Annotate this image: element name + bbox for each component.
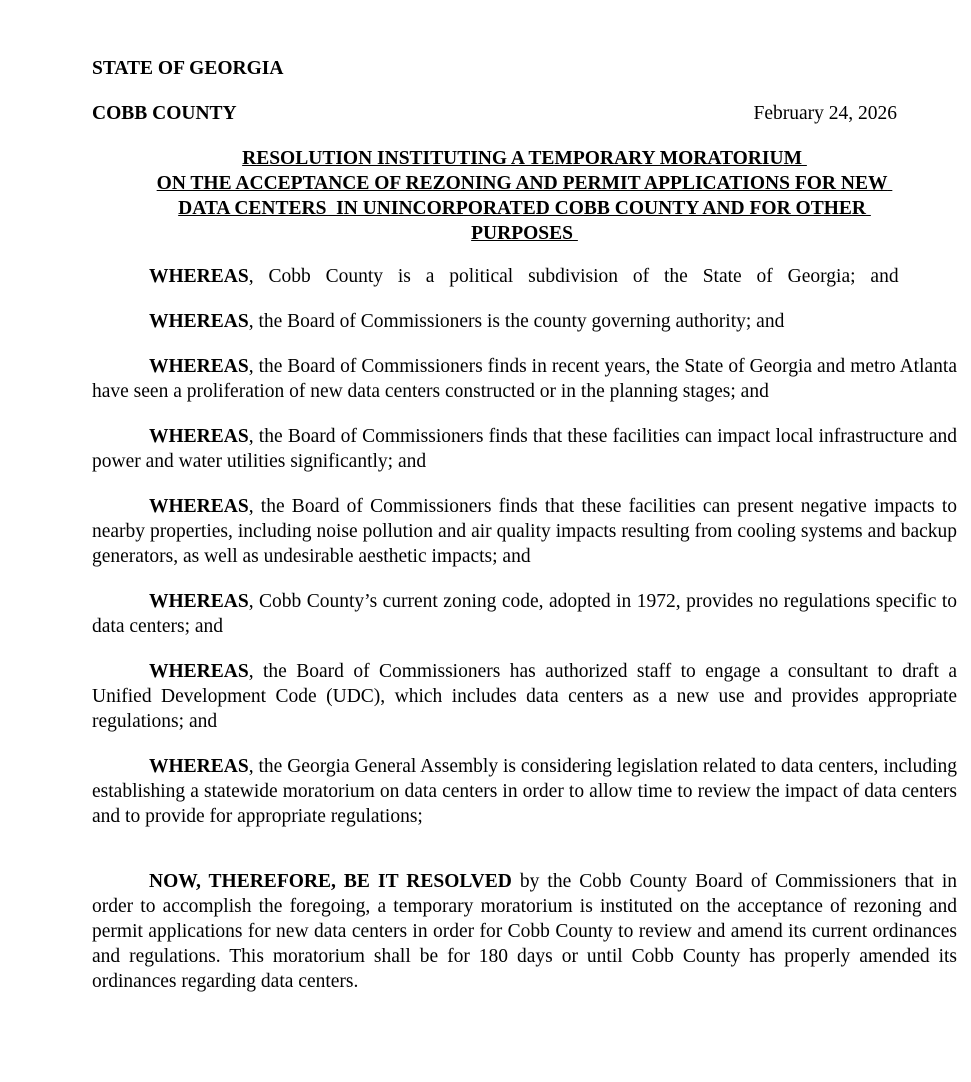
- whereas-paragraph-5: [92, 494, 957, 569]
- whereas-keyword: WHEREAS: [149, 756, 249, 777]
- title-line-1-text: RESOLUTION INSTITUTING A TEMPORARY MORATORIUM: [242, 148, 802, 169]
- state-heading: STATE OF GEORGIA: [92, 58, 284, 79]
- whereas-paragraph-1: [92, 264, 957, 289]
- document-date: February 24, 2026: [753, 103, 897, 124]
- paragraph-text: , the Board of Commissioners has authorized staff to engage a consultant to draft a Unified Development Code (UDC), which includes data centers as a new use and provides appropriate regulations; and: [92, 661, 957, 732]
- title-line-3-text: DATA CENTERS IN UNINCORPORATED COBB COUNTY AND FOR OTHER: [178, 198, 866, 219]
- whereas-keyword: WHEREAS: [149, 426, 249, 447]
- paragraph-text: , the Georgia General Assembly is considering legislation related to data centers, including establishing a statewide moratorium on data centers in order to allow time to review the impact of data centers and to provide for appropriate regulations;: [92, 756, 957, 827]
- paragraph-text: , the Board of Commissioners is the county governing authority; and: [248, 311, 785, 332]
- whereas-keyword: WHEREAS: [149, 356, 249, 377]
- paragraph-text: by the Cobb County Board of Commissioners that in order to accomplish the foregoing, a temporary moratorium is instituted on the acceptance of rezoning and permit applications for new data centers in order for Cobb County to review and amend its current ordinances and regulations. This moratorium shall be for 180 days or until Cobb County has properly amended its ordinances regarding data centers.: [92, 871, 958, 992]
- paragraph-text: , the Board of Commissioners finds that these facilities can present negative impacts to nearby properties, including noise pollution and air quality impacts resulting from cooling systems and backup generators, as well as undesirable aesthetic impacts; and: [92, 496, 957, 567]
- paragraph-text: , Cobb County’s current zoning code, adopted in 1972, provides no regulations specific to data centers; and: [92, 591, 957, 637]
- resolution-title: [92, 146, 957, 246]
- whereas-paragraph-4: [92, 424, 957, 474]
- title-line-2: [92, 171, 957, 196]
- whereas-paragraph-7: [92, 659, 957, 734]
- whereas-keyword: WHEREAS: [149, 591, 249, 612]
- whereas-paragraph-6: [92, 589, 957, 639]
- resolved-keyword: NOW, THEREFORE, BE IT RESOLVED: [149, 871, 512, 892]
- whereas-keyword: WHEREAS: [149, 496, 249, 517]
- title-line-4-text: PURPOSES: [471, 223, 573, 244]
- title-line-1: [92, 146, 957, 171]
- resolution-clause: [92, 869, 957, 994]
- county-heading: COBB COUNTY: [92, 103, 237, 124]
- whereas-paragraph-2: [92, 309, 957, 334]
- paragraph-text: , the Board of Commissioners finds in recent years, the State of Georgia and metro Atlanta have seen a proliferation of new data centers constructed or in the planning stages; and: [92, 356, 957, 402]
- whereas-paragraph-3: [92, 354, 957, 404]
- title-line-3: [92, 196, 957, 221]
- whereas-paragraph-8: [92, 754, 957, 829]
- county-date-row: [92, 101, 957, 126]
- title-line-4: [92, 221, 957, 246]
- whereas-keyword: WHEREAS: [149, 661, 249, 682]
- paragraph-text: , the Board of Commissioners finds that these facilities can impact local infrastructure and power and water utilities significantly; and: [92, 426, 957, 472]
- paragraph-text: , Cobb County is a political subdivision of the State of Georgia; and: [248, 266, 899, 287]
- title-line-2-text: ON THE ACCEPTANCE OF REZONING AND PERMIT APPLICATIONS FOR NEW: [156, 173, 888, 194]
- whereas-keyword: WHEREAS: [149, 266, 249, 287]
- whereas-keyword: WHEREAS: [149, 311, 249, 332]
